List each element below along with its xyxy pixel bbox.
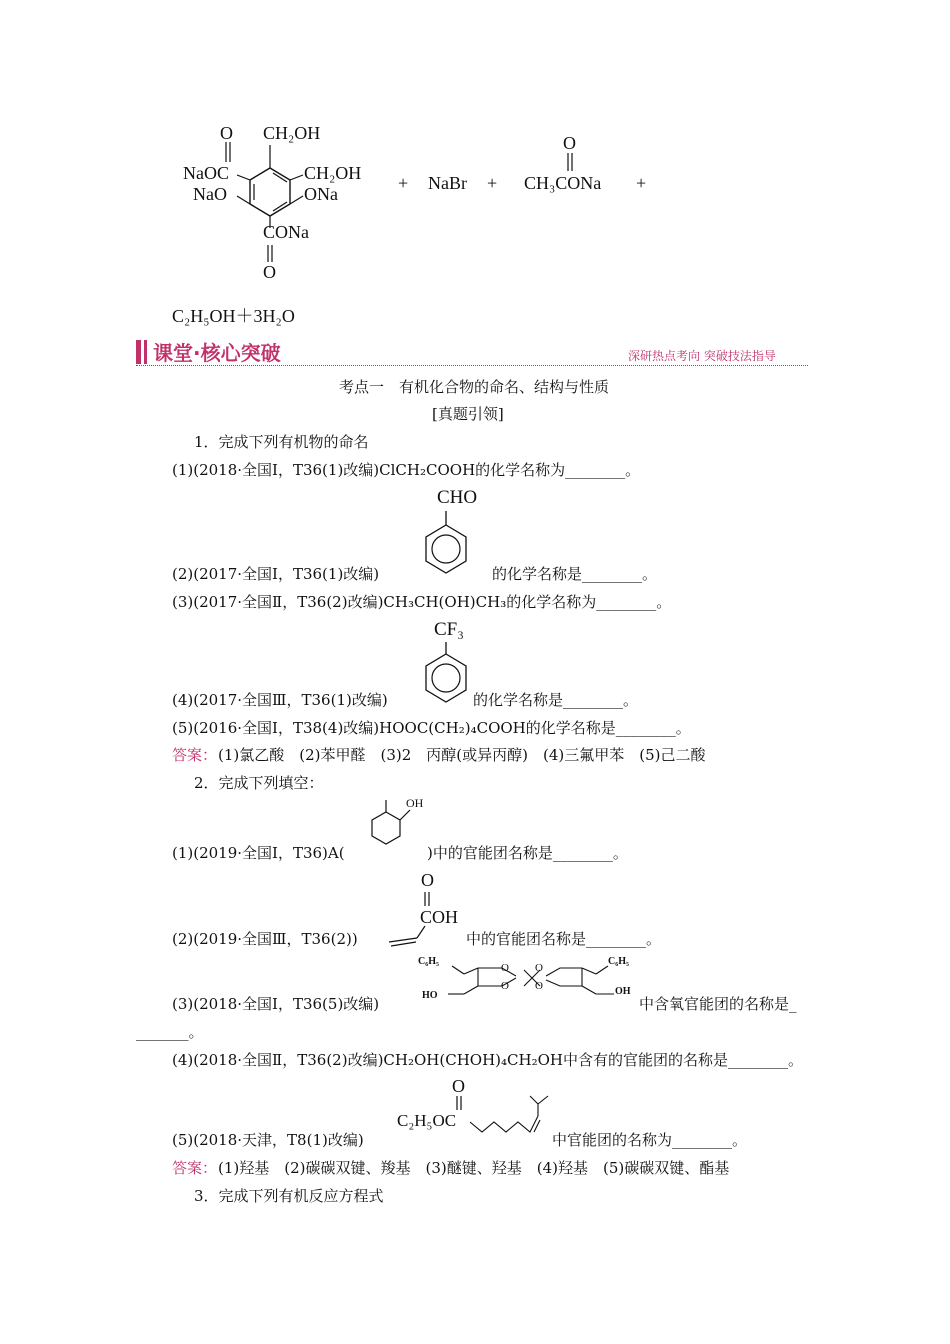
question-item: (1)(2019·全国Ⅰ，T36)A( (172, 844, 345, 862)
cyclohexanol-structure (364, 796, 412, 862)
question-item: (2)(2019·全国Ⅲ，T36(2)) (172, 930, 358, 948)
ether-o: O (501, 962, 509, 974)
question-item: (3)(2018·全国Ⅰ，T36(5)改编) (172, 995, 380, 1013)
naoc-label: NaOC (183, 163, 229, 183)
banner-bar (144, 340, 147, 364)
acetate-double-bond (563, 152, 577, 172)
carbonyl-o-left: O (220, 123, 233, 143)
ch2oh-top: CH₂OH (263, 123, 321, 143)
plus-sign: + (487, 173, 498, 193)
nao-label: NaO (193, 184, 227, 204)
c6h5-right: C₆H₅ (608, 956, 629, 967)
oh-label: OH (406, 796, 424, 810)
carbonyl-o: O (421, 870, 434, 890)
benzene-ring-icon (418, 509, 474, 581)
question-item: (5)(2018·天津，T8(1)改编) (172, 1131, 364, 1149)
cooh-label: COH (420, 907, 459, 927)
question-item: (4)(2017·全国Ⅲ，T36(1)改编) (172, 691, 388, 709)
question-item: 的化学名称是________。 (492, 565, 658, 583)
answer-label: 答案： (172, 1159, 218, 1177)
oh-label: OH (615, 986, 631, 997)
banner-subtitle: 深研热点考向 突破技法指导 (628, 349, 776, 363)
question-item: (4)(2018·全国Ⅱ，T36(2)改编)CH₂OH(CHOH)₄CH₂OH中含有的官能团的名称是________。 (172, 1051, 803, 1069)
c6h5-left: C₆H₅ (418, 956, 439, 967)
banner-bar (136, 340, 141, 364)
ether-o: O (535, 980, 543, 992)
ester-chain-structure (452, 1094, 562, 1140)
ho-label: HO (422, 990, 438, 1001)
ester-o: O (452, 1076, 465, 1096)
acetate-label: CH₃CONa (524, 173, 602, 193)
benzene-structure-diagram (175, 120, 395, 290)
answer-text: (1)氯乙酸 (2)苯甲醛 (3)2 丙醇(或异丙醇) (4)三氟甲苯 (5)己二酸 (218, 746, 706, 764)
question-item: 中的官能团名称是________。 (466, 930, 662, 948)
question-title: 1．完成下列有机物的命名 (194, 433, 369, 451)
ether-o: O (535, 962, 543, 974)
acetate-o: O (563, 133, 576, 153)
spiro-ether-structure (418, 956, 640, 1012)
plus-sign: + (398, 173, 409, 193)
cona-label: CONa (263, 222, 309, 242)
question-item: 中官能团的名称为________。 (552, 1131, 748, 1149)
question-item: _______。 (136, 1023, 204, 1041)
question-item: (3)(2017·全国Ⅱ，T36(2)改编)CH₃CH(OH)CH₃的化学名称为________。 (172, 593, 672, 611)
question-item: (1)(2018·全国Ⅰ，T36(1)改编)ClCH₂COOH的化学名称为________。 (172, 461, 641, 479)
nabr-label: NaBr (428, 173, 467, 193)
benzene-ring-icon (418, 640, 474, 712)
section-title: 考点一 有机化合物的命名、结构与性质 (339, 378, 610, 396)
banner-title: 课堂·核心突破 (153, 341, 281, 365)
question-item: 中含氧官能团的名称是_ (639, 995, 797, 1013)
ether-o: O (501, 980, 509, 992)
question-title: 3．完成下列有机反应方程式 (194, 1187, 384, 1205)
carbonyl-o-bottom: O (263, 262, 276, 282)
plus-sign: + (636, 173, 647, 193)
products-line: C₂H₅OH＋3H₂O (172, 306, 295, 326)
question-item: (5)(2016·全国Ⅰ，T38(4)改编)HOOC(CH₂)₄COOH的化学名称是________。 (172, 719, 691, 737)
question-item: 的化学名称是________。 (473, 691, 639, 709)
ch2oh-right: CH₂OH (304, 163, 362, 183)
answer-text: (1)羟基 (2)碳碳双键、羧基 (3)醚键、羟基 (4)羟基 (5)碳碳双键、酯基 (218, 1159, 730, 1177)
ona-label: ONa (304, 184, 338, 204)
banner-divider (136, 365, 808, 366)
subsection-title: [真题引领] (432, 405, 504, 423)
answer-label: 答案： (172, 746, 218, 764)
question-item: (2)(2017·全国Ⅰ，T36(1)改编) (172, 565, 380, 583)
cf3-group: CF₃ (434, 619, 464, 640)
ester-label: C₂H₅OC (397, 1111, 457, 1130)
cho-group: CHO (437, 487, 478, 508)
question-title: 2．完成下列填空： (194, 774, 324, 792)
question-item: )中的官能团名称是________。 (427, 844, 628, 862)
